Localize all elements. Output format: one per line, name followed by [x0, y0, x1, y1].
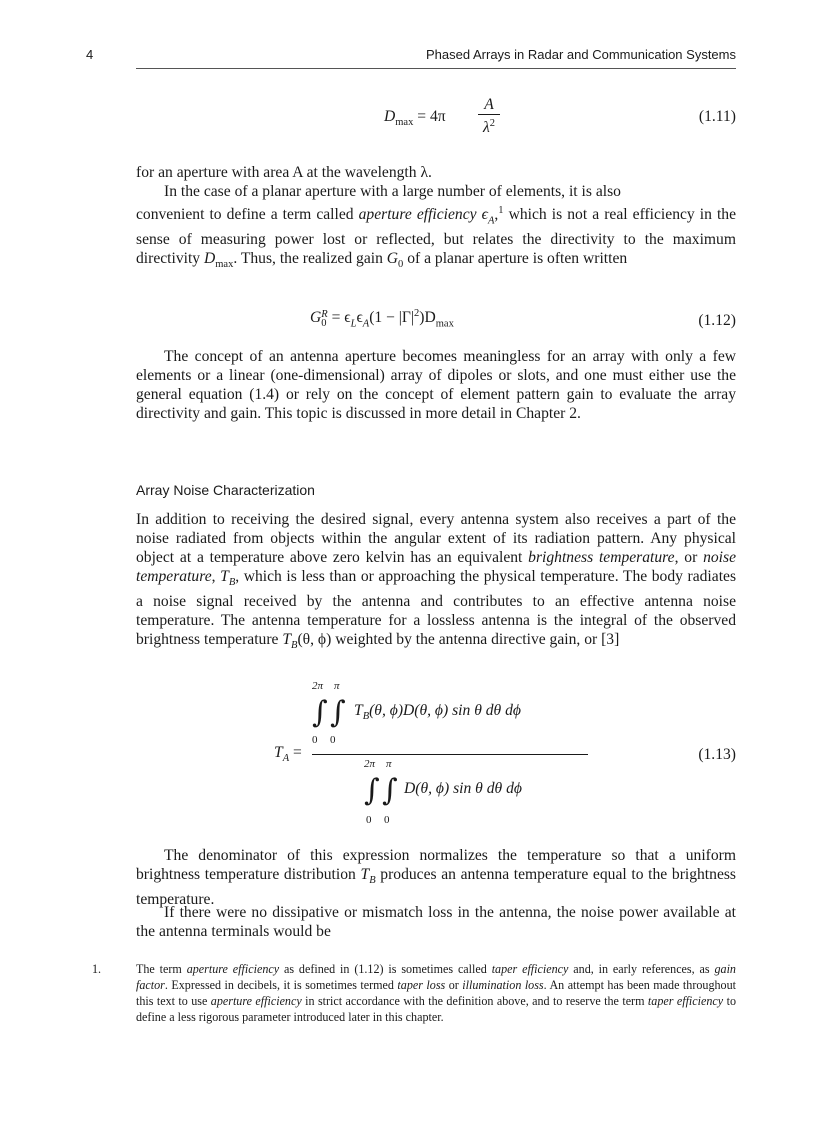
- page-header: [86, 46, 736, 69]
- equation-number: (1.11): [698, 108, 736, 125]
- numerator: 2π π ∫ ∫ 0 0 $T_B(\theta$, ϕ)D(θ, ϕ) sin θ dθ dϕ: [312, 680, 521, 746]
- text-line: In the case of a planar aperture with a large number of elements, it is also: [164, 183, 621, 200]
- page-number: 4: [86, 47, 94, 62]
- equation-1-13: $T_A$ = 2π π ∫ ∫ 0 0 $T_B(\theta$, ϕ)D(θ, ϕ) sin θ dθ dϕ 2π π ∫ ∫ 0 0 D(θ, ϕ) sin θ dθ dϕ (1.13): [274, 680, 736, 826]
- equation-1-12: G R 0 = $\epsilon_L\epsilon_A(1 - |\Gamma|^2)D_{max}$ (1.12): [310, 308, 736, 330]
- fraction-bar: [312, 754, 588, 755]
- paragraph: If there were no dissipative or mismatch loss in the antenna, the noise power available at the antenna terminals would be: [136, 904, 736, 940]
- footnote-number: 1.: [92, 962, 102, 976]
- equation-1-11: $D_{max} = 4\pi$ A $\lambda^2$ (1.11): [384, 96, 736, 137]
- paragraph: In addition to receiving the desired signal, every antenna system also receives a part of the noise radiated from objects within the angular extent of its radiation pattern. Any physical object at a temperature above zero kelvin has an equivalent brightness temperature, or noise temperature, $T_B$, which is less than or approaching the physical temperature. The body radiates a noise signal received by the antenna and contributes to an effective antenna noise temperature. The antenna temperature for a lossless antenna is the integral of the observed brightness temperature $T_B(\theta$, ϕ) weighted by the antenna directive gain, or [3]: [136, 511, 737, 652]
- equation-number: (1.12): [698, 312, 736, 329]
- paragraph: The denominator of this expression normalizes the temperature so that a uniform brightness temperature distribution $T_B$ produces an antenna temperature equal to the brightness temperature.: [136, 847, 736, 909]
- paragraph: convenient to define a term called aperture efficiency $\epsilon_A,^1$ which is not a real efficiency in the sense of measuring power lost or reflected, but relates the directivity to the maximum directivity $D_{max}$. Thus, the realized gain $G_0$ of a planar aperture is often written: [136, 205, 737, 271]
- running-title: Phased Arrays in Radar and Communication Systems: [426, 47, 736, 62]
- text-line: for an aperture with area A at the wavelength λ.: [136, 164, 432, 181]
- equation-number: (1.13): [698, 746, 736, 763]
- section-heading: Array Noise Characterization: [136, 482, 315, 498]
- footnote: 1. The term aperture efficiency as defined in (1.12) is sometimes called taper efficiency and, in early references, as gain factor. Expressed in decibels, it is sometimes termed taper loss or illumination loss. An attempt has been made throughout this text to use aperture efficiency in strict accordance with the definition above, and to reserve the term taper efficiency to define a less rigorous parameter introduced later in this chapter.: [92, 962, 737, 1024]
- paragraph: The concept of an antenna aperture becomes meaningless for an array with only a few elements or a linear (one-dimensional) array of dipoles or slots, and one must either use the general equation (1.4) or rely on the concept of element pattern gain to evaluate the array directivity and gain. This topic is discussed in more detail in Chapter 2.: [136, 348, 736, 422]
- denominator: 2π π ∫ ∫ 0 0 D(θ, ϕ) sin θ dθ dϕ: [364, 758, 522, 826]
